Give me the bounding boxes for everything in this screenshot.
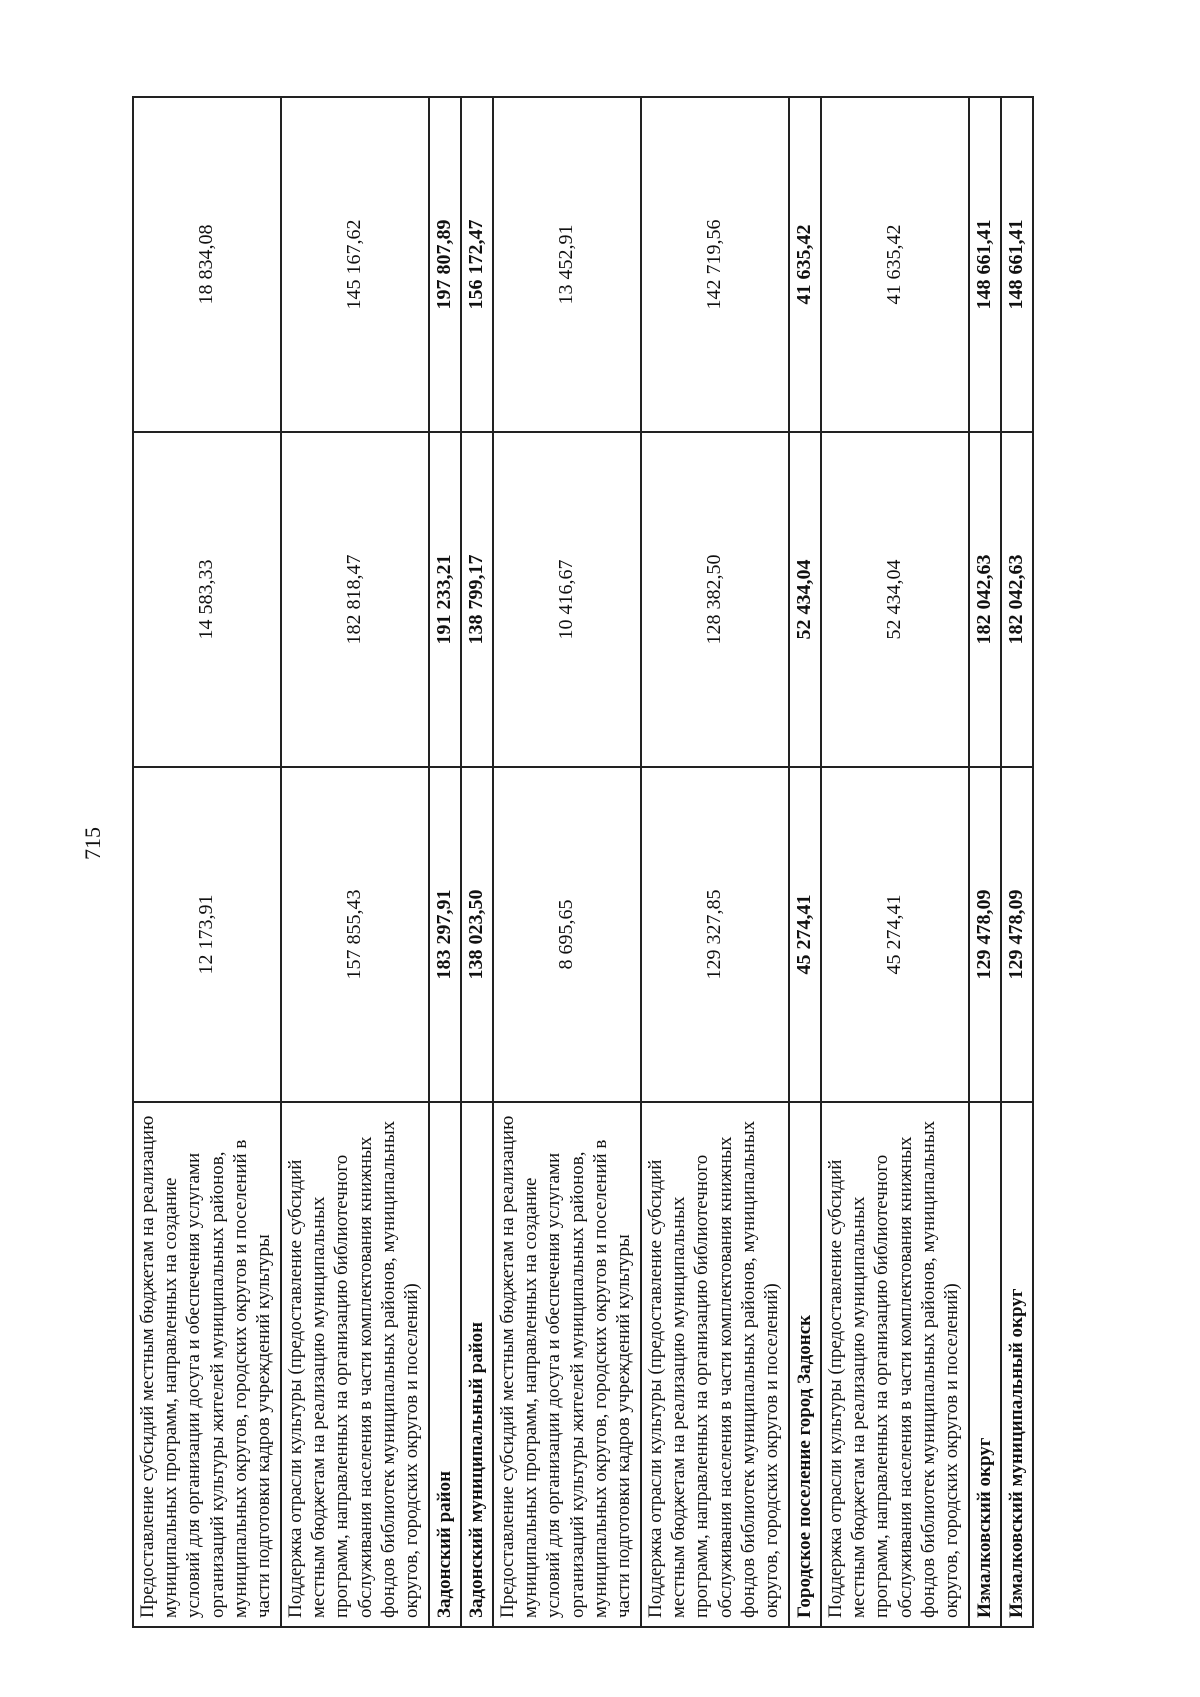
row-value-1: 183 297,91 [429, 767, 461, 1102]
row-description: Задонский район [429, 1102, 461, 1627]
row-value-2: 191 233,21 [429, 432, 461, 767]
budget-table-rotated [132, 98, 1032, 1628]
row-description: Городское поселение город Задонск [789, 1102, 821, 1627]
table-row-total [969, 97, 1001, 1627]
row-value-2: 128 382,50 [641, 432, 789, 767]
row-value-3: 18 834,08 [133, 97, 281, 432]
row-description: Поддержка отрасли культуры (предоставление субсидий местным бюджетам на реализацию муниципальных программ, направленных на организацию библиотечного обслуживания населения в части комплектования книжных фондов библиотек муниципальных районов, муниципальных округов, городских округов и поселений) [281, 1102, 429, 1627]
row-value-3: 156 172,47 [461, 97, 493, 432]
page-number: 715 [80, 827, 105, 860]
row-value-2: 14 583,33 [133, 432, 281, 767]
row-value-3: 197 807,89 [429, 97, 461, 432]
table-row-total [429, 97, 461, 1627]
row-description: Поддержка отрасли культуры (предоставление субсидий местным бюджетам на реализацию муниципальных программ, направленных на организацию библиотечного обслуживания населения в части комплектования книжных фондов библиотек муниципальных районов, муниципальных округов, городских округов и поселений) [821, 1102, 969, 1627]
table-row [641, 97, 789, 1627]
row-value-1: 157 855,43 [281, 767, 429, 1102]
table-row-total [461, 97, 493, 1627]
row-value-3: 148 661,41 [1001, 97, 1033, 432]
row-value-1: 45 274,41 [821, 767, 969, 1102]
table-row-total [789, 97, 821, 1627]
row-value-2: 52 434,04 [789, 432, 821, 767]
row-value-3: 41 635,42 [821, 97, 969, 432]
budget-table [132, 96, 1034, 1628]
table-row-total [1001, 97, 1033, 1627]
row-description: Измалковский округ [969, 1102, 1001, 1627]
row-description: Предоставление субсидий местным бюджетам на реализацию муниципальных программ, направленных на создание условий для организации досуга и обеспечения услугами организаций культуры жителей муниципальных районов, муниципальных округов, городских округов и поселений в части подготовки кадров учреждений культуры [493, 1102, 641, 1627]
row-value-3: 13 452,91 [493, 97, 641, 432]
table-row [133, 97, 281, 1627]
row-value-2: 182 042,63 [969, 432, 1001, 767]
row-description: Поддержка отрасли культуры (предоставление субсидий местным бюджетам на реализацию муниципальных программ, направленных на организацию библиотечного обслуживания населения в части комплектования книжных фондов библиотек муниципальных районов, муниципальных округов, городских округов и поселений) [641, 1102, 789, 1627]
row-value-2: 138 799,17 [461, 432, 493, 767]
row-value-2: 52 434,04 [821, 432, 969, 767]
row-value-1: 8 695,65 [493, 767, 641, 1102]
table-row [281, 97, 429, 1627]
row-value-3: 142 719,56 [641, 97, 789, 432]
table-row [493, 97, 641, 1627]
row-description: Предоставление субсидий местным бюджетам на реализацию муниципальных программ, направленных на создание условий для организации досуга и обеспечения услугами организаций культуры жителей муниципальных районов, муниципальных округов, городских округов и поселений в части подготовки кадров учреждений культуры [133, 1102, 281, 1627]
row-value-1: 129 327,85 [641, 767, 789, 1102]
row-value-1: 129 478,09 [1001, 767, 1033, 1102]
row-value-3: 148 661,41 [969, 97, 1001, 432]
row-value-1: 138 023,50 [461, 767, 493, 1102]
row-description: Измалковский муниципальный округ [1001, 1102, 1033, 1627]
row-value-3: 145 167,62 [281, 97, 429, 432]
table-row [821, 97, 969, 1627]
row-description: Задонский муниципальный район [461, 1102, 493, 1627]
row-value-1: 129 478,09 [969, 767, 1001, 1102]
row-value-2: 10 416,67 [493, 432, 641, 767]
row-value-1: 45 274,41 [789, 767, 821, 1102]
row-value-2: 182 818,47 [281, 432, 429, 767]
row-value-1: 12 173,91 [133, 767, 281, 1102]
row-value-3: 41 635,42 [789, 97, 821, 432]
row-value-2: 182 042,63 [1001, 432, 1033, 767]
